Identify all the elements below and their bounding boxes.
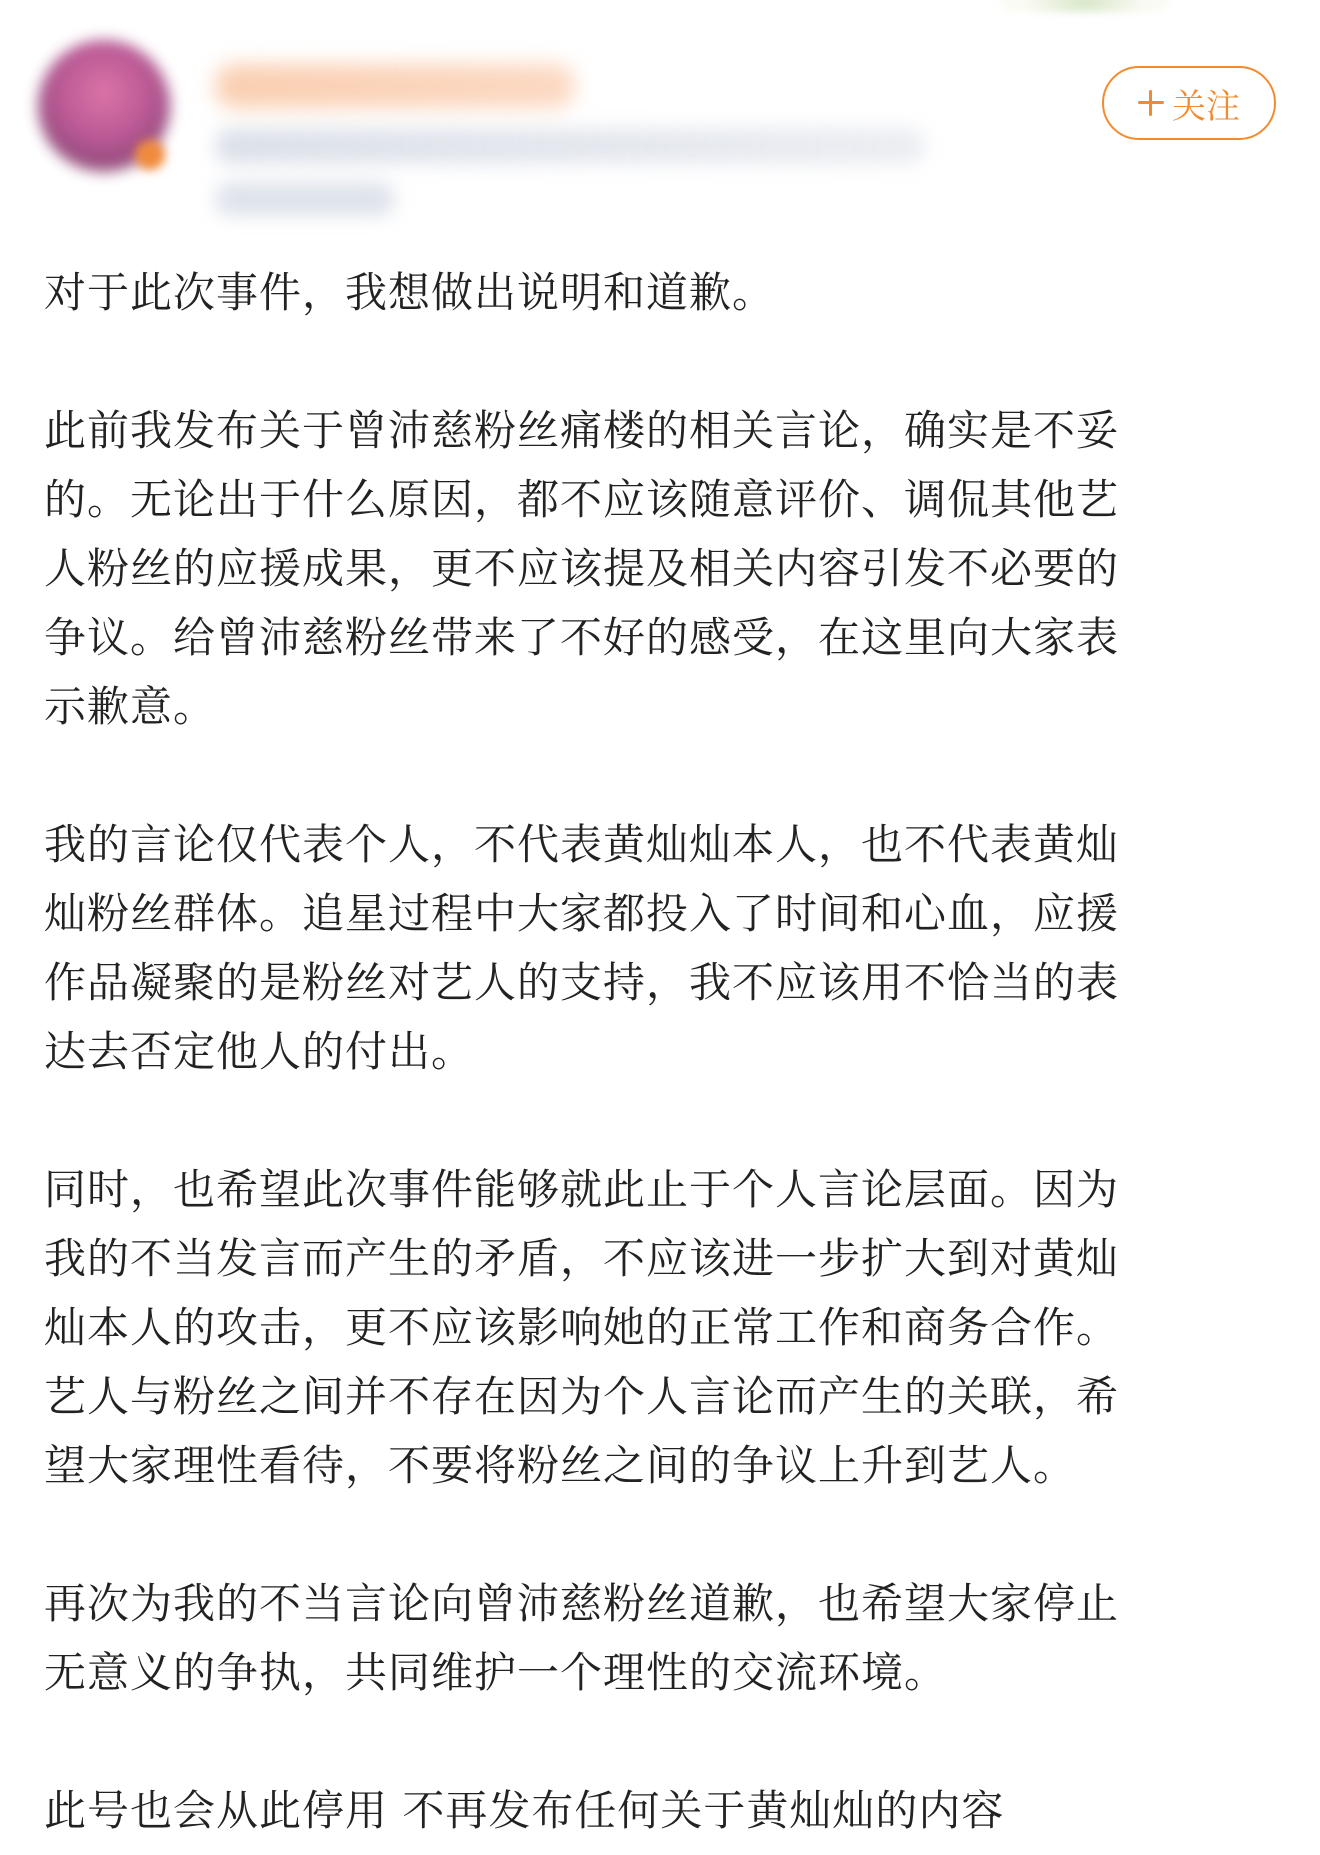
post-paragraph: 此号也会从此停用 不再发布任何关于黄灿灿的内容 [44,1786,1005,1835]
post-paragraph: 此前我发布关于曾沛慈粉丝痛楼的相关言论，确实是不妥 的。无论出于什么原因，都不应该随意评价、调侃其他艺 人粉丝的应援成果，更不应该提及相关内容引发不必要的 争议。给曾沛慈粉丝带来了不好的感受，在这里向大家表 示歉意。 [44,406,1120,731]
post-paragraph: 对于此次事件，我想做出说明和道歉。 [44,268,776,317]
post-paragraph: 再次为我的不当言论向曾沛慈粉丝道歉，也希望大家停止 无意义的争执，共同维护一个理性的交流环境。 [44,1579,1120,1697]
blurred-decoration [1000,0,1170,12]
post-paragraph: 我的言论仅代表个人，不代表黄灿灿本人，也不代表黄灿 灿粉丝群体。追星过程中大家都投入了时间和心血，应援 作品凝聚的是粉丝对艺人的支持，我不应该用不恰当的表 达去否定他人的付出。 [44,820,1120,1076]
username-blurred[interactable] [215,64,575,108]
post-meta-blurred [215,128,925,164]
follow-button[interactable] [1102,66,1276,140]
post-source-blurred [215,182,395,216]
follow-label: 关注 [1172,86,1240,127]
post-paragraph: 同时，也希望此次事件能够就此止于个人言论层面。因为 我的不当发言而产生的矛盾，不应该进一步扩大到对黄灿 灿本人的攻击，更不应该影响她的正常工作和商务合作。 艺人与粉丝之间并不存在因为个人言论而产生的关联，希 望大家理性看待，不要将粉丝之间的争议上升到艺人。 [44,1165,1120,1490]
post-header [0,0,1320,230]
plus-icon [1138,90,1164,116]
post-body [44,258,1244,1845]
verified-badge-icon [135,140,165,170]
